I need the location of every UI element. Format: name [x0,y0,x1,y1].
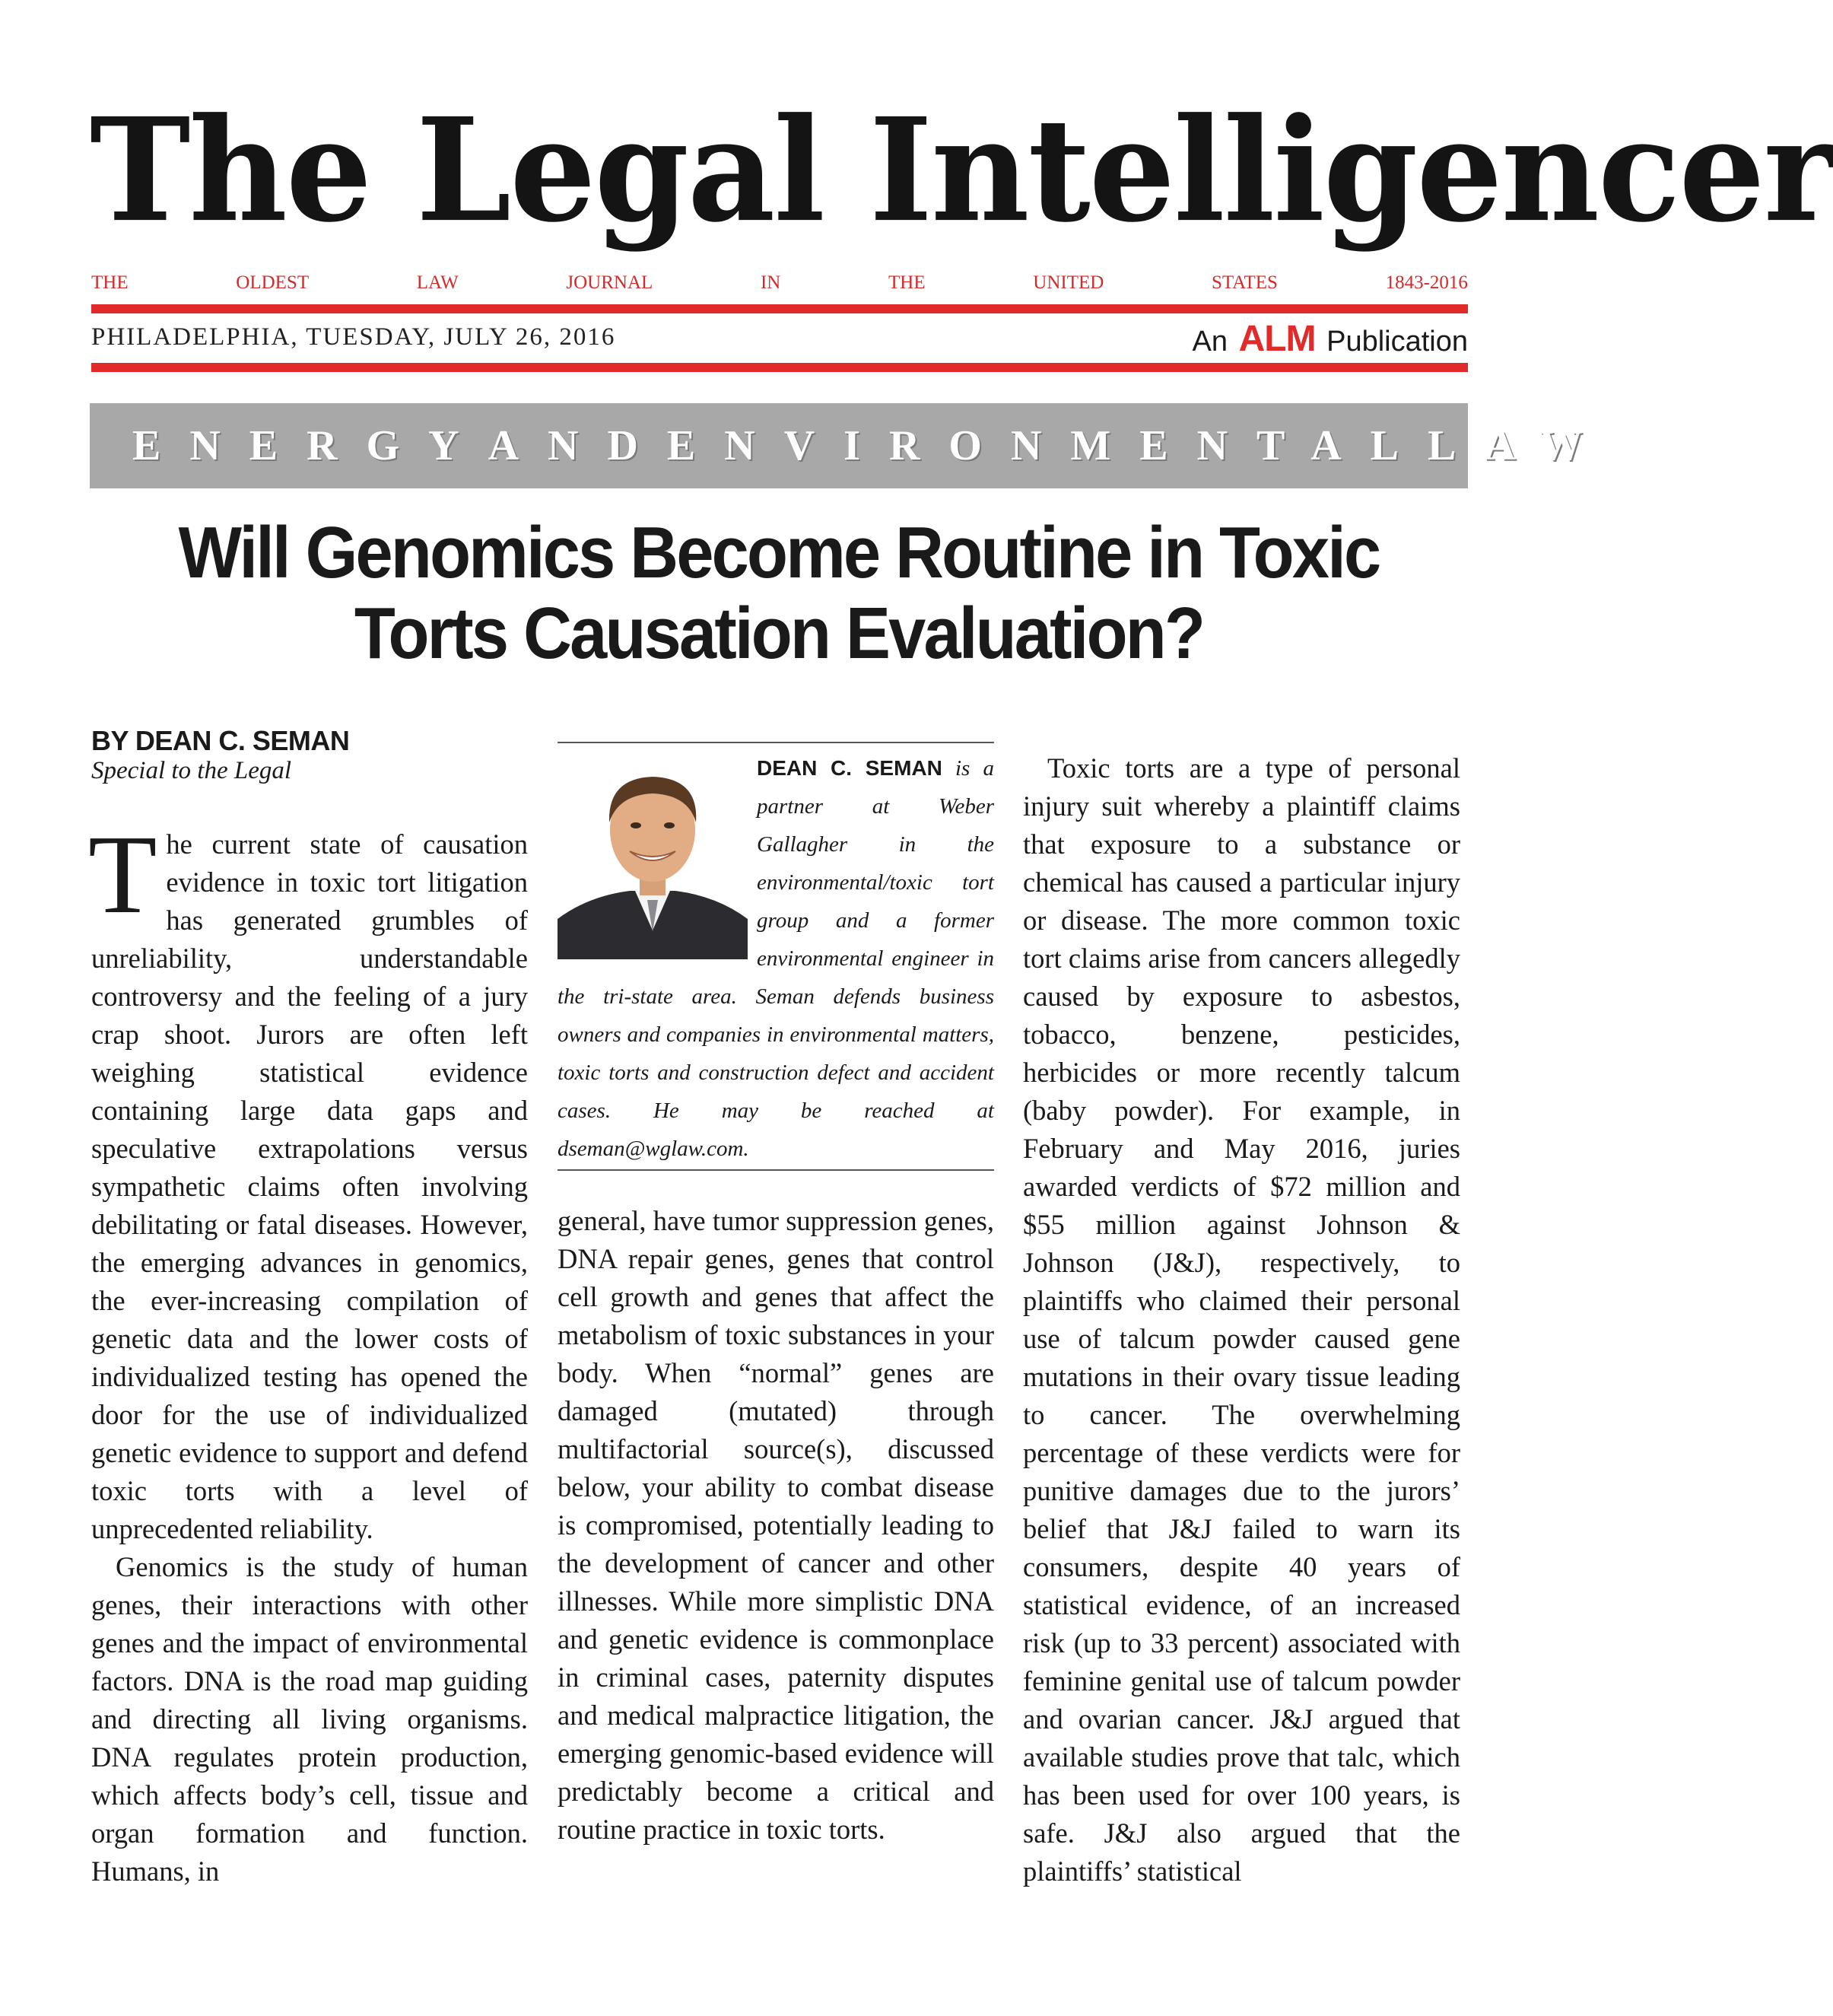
paragraph: Toxic torts are a type of personal injury suit whereby a plaintiff claims that exposure to a substance or chemical has caused a particular injury or disease. The more common toxic tort claims arise from cancers allegedly caused by exposure to asbestos, tobacco, benzene, pesticides, herbicides or more recently talcum (baby powder). For example, in February and May 2016, juries awarded verdicts of $72 million and $55 million against Johnson & Johnson (J&J), respectively, to plaintiffs who claimed their personal use of talcum powder caused gene mutations in their ovary tissue leading to cancer. The overwhelming percentage of these verdicts were for punitive damages due to the jurors’ belief that J&J failed to warn its consumers, despite 40 years of statistical evidence, of an increased risk (up to 33 percent) associated with feminine genital use of talcum powder and ovarian cancer. J&J argued that available studies prove that talc, which has been used for over 100 years, is safe. J&J also argued that the plaintiffs’ statistical [1023,752,1460,1887]
paragraph: Genomics is the study of human genes, their interactions with other genes and the impact of environmental factors. DNA is the road map guiding and directing all living organisms. DNA regulates protein production, which affects body’s cell, tissue and organ formation and function. Humans, in [91,1551,528,1887]
section-word [1428,421,1612,470]
masthead-top-rule [91,304,1468,313]
tagline-word: STATES [1212,272,1278,293]
headline-line: Will Genomics Become Routine in Toxic [178,512,1380,593]
publisher-prefix: An [1192,326,1228,358]
author-photo [558,755,748,959]
tagline-word: IN [760,272,781,293]
column-1 [88,812,528,1890]
section-word [488,421,667,470]
publisher-suffix: Publication [1326,326,1468,358]
column-2 [558,1202,994,1849]
tagline-word: LAW [416,272,459,293]
column-3 [1023,749,1460,1890]
byline-sub: Special to the Legal [91,757,292,784]
tagline-word: JOURNAL [566,272,653,293]
drop-cap: T [88,812,157,937]
masthead-tagline [91,268,1468,298]
section-banner [90,403,1612,488]
section-word-text: LAW [1428,422,1612,469]
tagline-word: UNITED [1033,272,1104,293]
byline: BY DEAN C. SEMAN [91,725,350,756]
masthead-bottom-rule [91,363,1468,372]
author-bio-name: DEAN C. SEMAN [757,756,942,780]
tagline-word: THE [888,272,926,293]
publisher-credit [1141,318,1468,361]
author-bio-box [558,742,994,1171]
section-word [132,421,488,470]
masthead-title: The Legal Intelligencer [90,86,1833,254]
author-bio-body: is a partner at Weber Gallagher in the environmental/toxic tort group and a former environmental engineer in the tri-state area. Seman defends business owners and companies in environmental matters, toxic torts and construction defect and accident cases. He may be reached at dseman@wglaw.com. [558,756,995,1161]
section-word-text: ENVIRONMENTAL [666,422,1428,469]
paragraph-text: he current state of causation evidence in toxic tort litigation has generated grumbles of unreliability, understandable controversy and the feeling of a jury crap shoot. Jurors are often left weighing statistical evidence containing large data gaps and speculative extrapolations versus sympathetic claims often involving debilitating or fatal diseases. However, the emerging advances in genomics, the ever-increasing compilation of genetic data and the lower costs of individualized testing has opened the door for the use of individualized genetic evidence to support and defend toxic torts with a level of unprecedented reliability. [91,828,528,1544]
section-word [667,421,1428,470]
paragraph: general, have tumor suppression genes, DNA repair genes, genes that control cell growth and genes that affect the metabolism of toxic substances in your body. When “normal” genes are damaged (mutated) through multifactorial source(s), discussed below, your ability to combat disease is compromised, potentially leading to the development of cancer and other illnesses. While more simplistic DNA and genetic evidence is commonplace in criminal cases, paternity disputes and medical malpractice litigation, the emerging genomic-based evidence will predictably become a critical and routine practice in toxic torts. [558,1205,994,1845]
tagline-word: THE [91,272,129,293]
tagline-word: 1843-2016 [1385,272,1468,293]
author-portrait-icon [558,755,748,959]
alm-logo: ALM [1238,319,1316,359]
paragraph [88,812,528,1548]
article-headline [145,513,1412,674]
section-word-text: AND [488,422,667,469]
section-word-text: ENERGY [132,422,488,469]
headline-line: Torts Causation Evaluation? [354,593,1204,674]
dateline: PHILADELPHIA, TUESDAY, JULY 26, 2016 [91,323,616,351]
tagline-word: OLDEST [236,272,310,293]
